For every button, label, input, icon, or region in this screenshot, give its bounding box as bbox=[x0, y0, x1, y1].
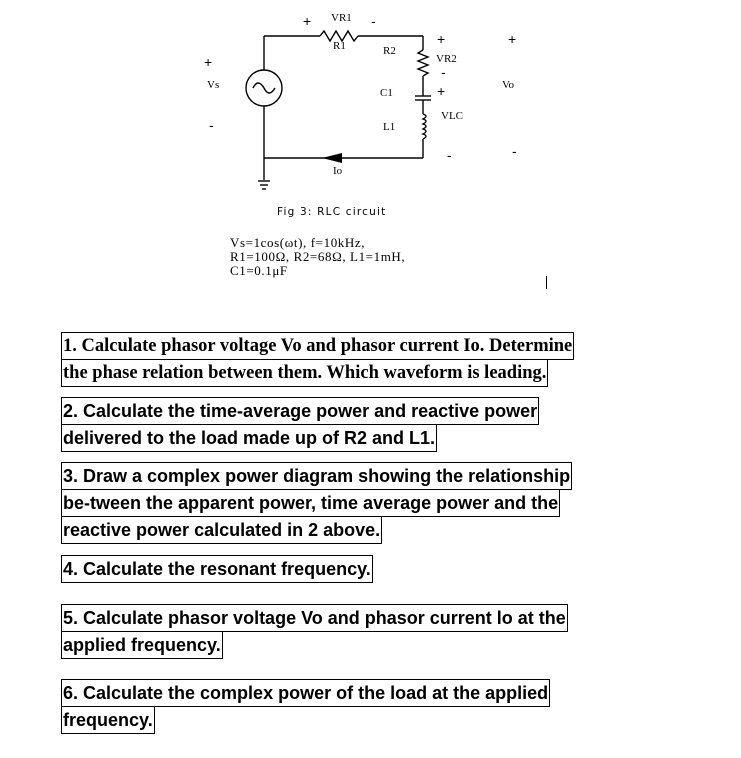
question-2-line-2: delivered to the load made up of R2 and L1. bbox=[61, 424, 437, 452]
polarity-vr2-minus: - bbox=[441, 64, 446, 80]
question-2 bbox=[61, 398, 539, 452]
label-r1: R1 bbox=[333, 40, 346, 52]
polarity-vo-plus: + bbox=[508, 31, 517, 47]
label-vo: Vo bbox=[502, 79, 515, 91]
polarity-vr1-plus: + bbox=[303, 13, 312, 29]
label-c1: C1 bbox=[380, 87, 393, 99]
polarity-vlc-minus: - bbox=[447, 147, 452, 163]
label-vr1: VR1 bbox=[331, 12, 352, 24]
question-2-line-1: 2. Calculate the time-average power and reactive power bbox=[61, 397, 539, 425]
question-6-line-1: 6. Calculate the complex power of the load at the applied bbox=[61, 679, 550, 707]
question-1-line-2: the phase relation between them. Which waveform is leading. bbox=[61, 359, 548, 387]
polarity-vs-plus: + bbox=[204, 54, 213, 70]
parameter-line-2: R1=100Ω, R2=68Ω, L1=1mH, bbox=[230, 249, 406, 264]
label-l1: L1 bbox=[383, 121, 396, 133]
question-1-line-1: 1. Calculate phasor voltage Vo and phasor current Io. Determine bbox=[61, 332, 574, 360]
text-cursor bbox=[546, 276, 547, 289]
parameter-line-1: Vs=1cos(ωt), f=10kHz, bbox=[230, 235, 366, 250]
label-vs: Vs bbox=[207, 79, 220, 91]
polarity-vr2-plus: + bbox=[437, 31, 446, 47]
question-4-line-1: 4. Calculate the resonant frequency. bbox=[61, 555, 373, 583]
circuit-parameters bbox=[230, 236, 405, 278]
current-arrow-icon bbox=[322, 153, 342, 163]
question-4 bbox=[61, 556, 373, 583]
question-3-line-3: reactive power calculated in 2 above. bbox=[61, 516, 382, 544]
polarity-vr1-minus: - bbox=[371, 13, 376, 29]
label-vlc: VLC bbox=[441, 110, 463, 122]
polarity-vlc-plus: + bbox=[437, 83, 446, 99]
label-vr2: VR2 bbox=[436, 53, 457, 65]
inductor-l1 bbox=[423, 114, 426, 139]
question-5-line-2: applied frequency. bbox=[61, 631, 223, 659]
figure-caption: Fig 3: RLC circuit bbox=[277, 206, 387, 218]
question-3-line-1: 3. Draw a complex power diagram showing the relationship bbox=[61, 462, 572, 490]
sine-icon bbox=[253, 83, 275, 93]
parameter-line-3: C1=0.1μF bbox=[230, 263, 288, 278]
resistor-r2 bbox=[418, 50, 428, 76]
question-1 bbox=[61, 333, 574, 387]
polarity-vs-minus: - bbox=[209, 117, 214, 133]
label-r2: R2 bbox=[383, 45, 396, 57]
question-6-line-2: frequency. bbox=[61, 706, 155, 734]
question-5 bbox=[61, 605, 568, 659]
polarity-vo-minus: - bbox=[512, 143, 517, 159]
label-io: Io bbox=[333, 165, 343, 177]
question-3 bbox=[61, 463, 572, 544]
question-6 bbox=[61, 680, 550, 734]
question-3-line-2: be-tween the apparent power, time average power and the bbox=[61, 489, 560, 517]
question-5-line-1: 5. Calculate phasor voltage Vo and phasor current lo at the bbox=[61, 604, 568, 632]
